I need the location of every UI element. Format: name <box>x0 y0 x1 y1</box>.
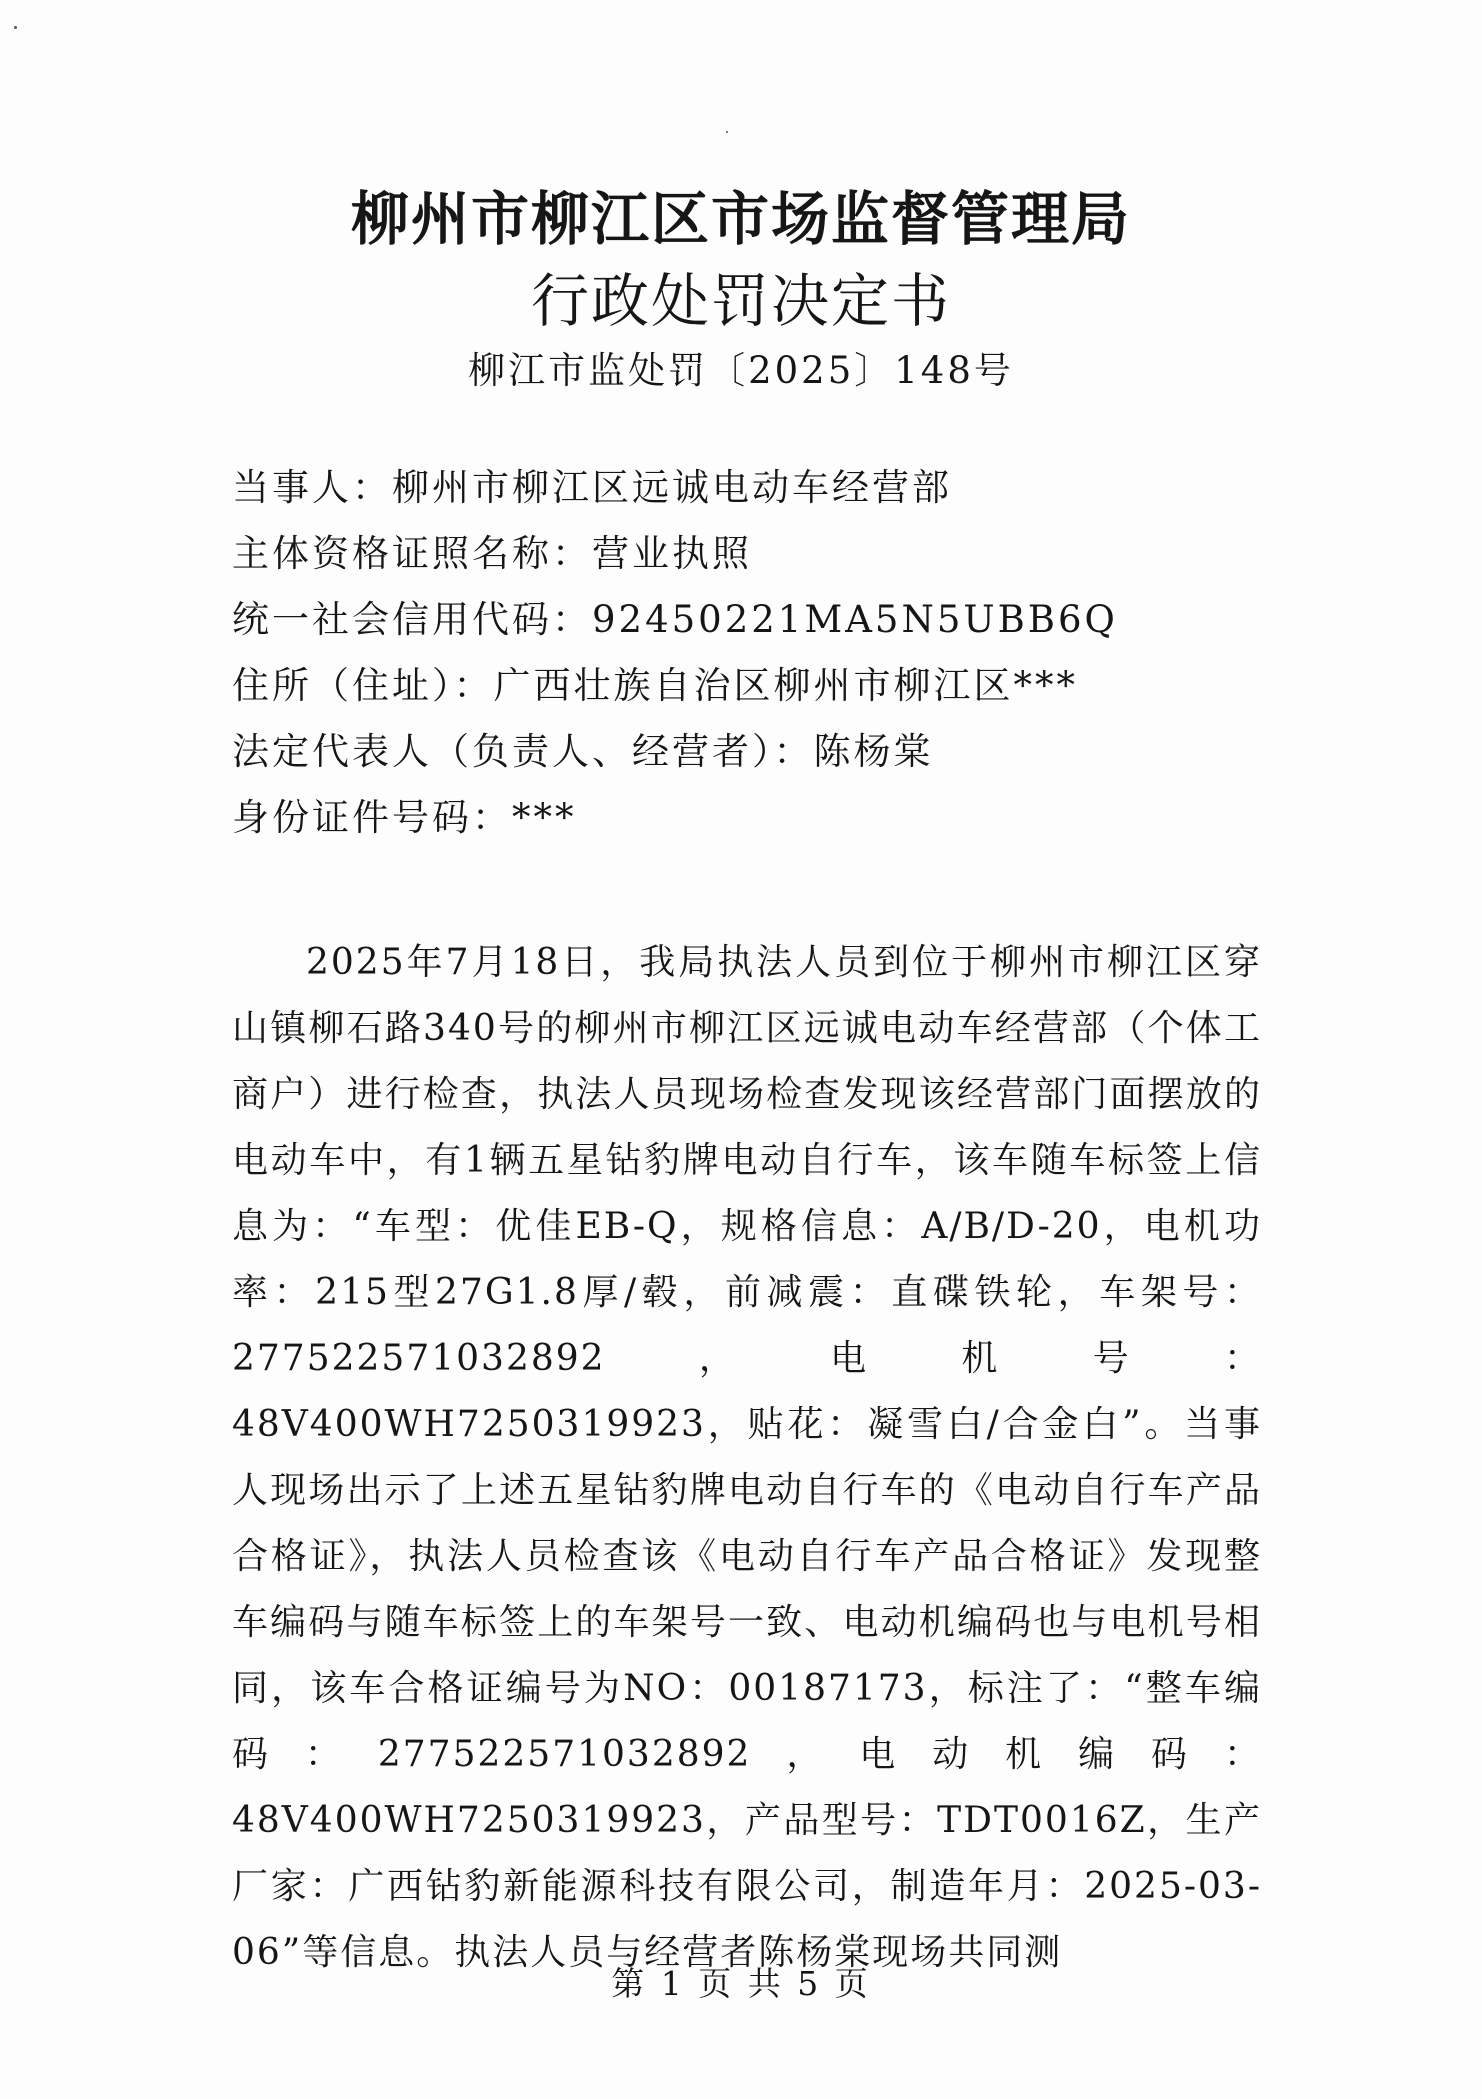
license-type-value: 营业执照 <box>592 532 752 575</box>
party-label: 当事人： <box>232 466 392 509</box>
party-info-line <box>232 521 1392 587</box>
license-type-label: 主体资格证照名称： <box>232 532 592 575</box>
party-info-line <box>232 653 1392 719</box>
address-label: 住所（住址）： <box>232 664 494 707</box>
id-number-value: *** <box>512 796 577 839</box>
credit-code-value: 92450221MA5N5UBB6Q <box>592 598 1118 641</box>
party-name: 柳州市柳江区远诚电动车经营部 <box>392 466 952 509</box>
party-info-line <box>232 587 1392 653</box>
credit-code-label: 统一社会信用代码： <box>232 598 592 641</box>
legal-representative-value: 陈杨棠 <box>813 730 934 773</box>
page-indicator: 第 1 页 共 5 页 <box>611 1964 871 2003</box>
case-facts-paragraph: 2025年7月18日，我局执法人员到位于柳州市柳江区穿山镇柳石路340号的柳州市柳江区远诚电动车经营部（个体工商户）进行检查，执法人员现场检查发现该经营部门面摆放的电动车中，有1辆五星钻豹牌电动自行车，该车随车标签上信息为：“车型：优佳EB-Q，规格信息：A/B/D-20，电机功率：215型27G1.8厚/毂，前减震：直碟铁轮，车架号：277522571032892，电机号：48V400WH7250319923，贴花：凝雪白/合金白”。当事人现场出示了上述五星钻豹牌电动自行车的《电动自行车产品合格证》，执法人员检查该《电动自行车产品合格证》发现整车编码与随车标签上的车架号一致、电动机编码也与电机号相同，该车合格证编号为NO：00187173，标注了：“整车编码：277522571032892，电动机编码：48V400WH7250319923，产品型号：TDT0016Z，生产厂家：广西钻豹新能源科技有限公司，制造年月：2025-03-06”等信息。执法人员与经营者陈杨棠现场共同测 <box>232 942 1262 1973</box>
party-info-line <box>232 719 1392 785</box>
document-type-title: 行政处罚决定书 <box>530 267 951 335</box>
party-info-block <box>232 455 1392 851</box>
party-info-line <box>232 785 1392 851</box>
address-value: 广西壮族自治区柳州市柳江区*** <box>493 664 1078 707</box>
party-info-line <box>232 455 1392 521</box>
scan-speck <box>14 26 17 29</box>
document-number: 柳江市监处罚〔2025〕148号 <box>468 349 1014 392</box>
legal-representative-label: 法定代表人（负责人、经营者）： <box>232 730 814 773</box>
scan-speck <box>726 131 728 133</box>
agency-title: 柳州市柳江区市场监督管理局 <box>350 185 1131 253</box>
id-number-label: 身份证件号码： <box>232 796 512 839</box>
